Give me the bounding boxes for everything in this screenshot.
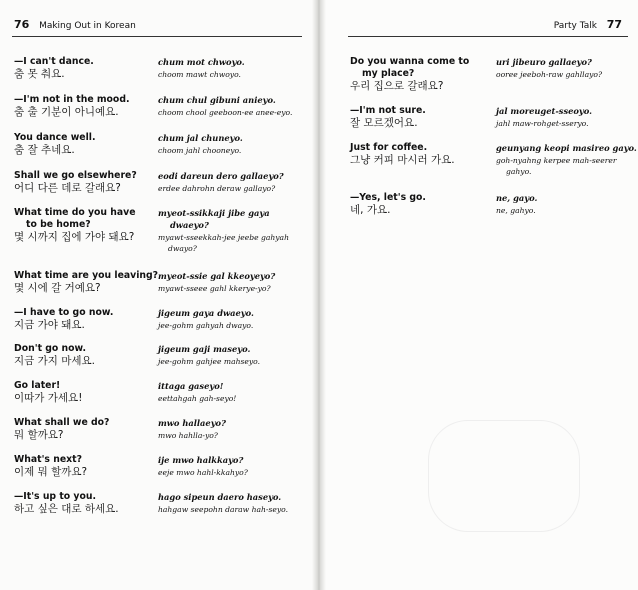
pronunciation-guide: choom chool geeboon-ee anee-eyo. bbox=[158, 108, 293, 117]
phrase-entry bbox=[14, 380, 82, 405]
phrase-entry bbox=[350, 142, 455, 167]
romanized-phrase: jal moreuget-sseoyo. bbox=[496, 106, 593, 116]
korean-phrase: 몇 시까지 집에 가야 돼요? bbox=[14, 231, 135, 243]
pronunciation-guide: myawt-sseee gahl kkerye-yo? bbox=[158, 284, 271, 293]
phrase-entry bbox=[350, 192, 426, 217]
english-phrase: —I'm not in the mood. bbox=[14, 94, 130, 105]
english-phrase: Just for coffee. bbox=[350, 142, 428, 153]
english-phrase: Shall we go elsewhere? bbox=[14, 170, 137, 181]
romanized-phrase: chum chul gibuni anieyo. bbox=[158, 95, 276, 105]
pronunciation-guide: hahgaw seepohn daraw hah-seyo. bbox=[158, 505, 288, 514]
pronunciation-guide: choom mawt chwoyo. bbox=[158, 70, 241, 79]
english-phrase: —I have to go now. bbox=[14, 307, 114, 318]
right-page-header bbox=[554, 18, 622, 31]
korean-phrase: 이따가 가세요! bbox=[14, 392, 83, 404]
phrase-entry bbox=[14, 270, 158, 295]
phrase-entry bbox=[14, 454, 87, 479]
korean-phrase: 춤 출 기분이 아니예요. bbox=[14, 106, 119, 118]
phrase-entry bbox=[14, 56, 94, 81]
pronunciation-line-2: gahyo. bbox=[506, 167, 532, 176]
pronunciation-guide: erdee dahrohn deraw gallayo? bbox=[158, 184, 276, 193]
phrase-entry bbox=[14, 132, 96, 157]
english-phrase bbox=[14, 207, 136, 231]
korean-phrase: 춤 잘 추네요. bbox=[14, 144, 75, 156]
korean-phrase: 뭐 할까요? bbox=[14, 429, 64, 441]
english-phrase: What time are you leaving? bbox=[14, 270, 159, 281]
phrase-entry bbox=[14, 170, 137, 195]
english-phrase: You dance well. bbox=[14, 132, 96, 143]
romanized-phrase: ittaga gaseyo! bbox=[158, 381, 224, 391]
romanized-phrase bbox=[158, 207, 270, 231]
romanized-phrase: eodi dareun dero gallaeyo? bbox=[158, 171, 284, 181]
pronunciation-line-2: dwayo? bbox=[168, 244, 197, 253]
phrase-entry bbox=[14, 307, 113, 332]
left-running-title: Making Out in Korean bbox=[39, 21, 136, 31]
korean-phrase: 지금 가야 돼요. bbox=[14, 319, 85, 331]
pronunciation-line-1: myawt-sseekkah-jee jeebe gahyah bbox=[158, 233, 289, 242]
korean-phrase: 네, 가요. bbox=[350, 204, 391, 216]
korean-phrase: 하고 싶은 대로 하세요. bbox=[14, 503, 119, 515]
book-spine bbox=[312, 0, 326, 590]
pronunciation-guide bbox=[496, 155, 616, 177]
pronunciation-guide: choom jahl chooneyo. bbox=[158, 146, 242, 155]
left-page-header bbox=[14, 18, 136, 31]
korean-phrase: 우리 집으로 갈래요? bbox=[350, 80, 444, 92]
english-line-1: What time do you have bbox=[14, 207, 136, 218]
romanized-phrase: chum mot chwoyo. bbox=[158, 57, 245, 67]
left-page-number: 76 bbox=[14, 18, 30, 31]
pronunciation-guide: jee-gohm gahjee mahseyo. bbox=[158, 357, 261, 366]
phrase-entry bbox=[350, 105, 426, 130]
phrase-entry bbox=[14, 343, 95, 368]
header-rule bbox=[12, 36, 302, 37]
phrase-entry bbox=[14, 94, 130, 119]
english-line-2: to be home? bbox=[26, 219, 91, 230]
romanized-phrase: ije mwo halkkayo? bbox=[158, 455, 244, 465]
pronunciation-guide: jee-gohm gahyah dwayo. bbox=[158, 321, 254, 330]
english-phrase: Go later! bbox=[14, 380, 61, 391]
phrase-entry bbox=[14, 491, 119, 516]
english-phrase: —It's up to you. bbox=[14, 491, 96, 502]
english-line-1: Do you wanna come to bbox=[350, 56, 470, 67]
pronunciation-guide: eettahgah gah-seyo! bbox=[158, 394, 237, 403]
pronunciation-guide: jahl maw-rohget-sseryo. bbox=[496, 119, 589, 128]
korean-phrase: 지금 가지 마세요. bbox=[14, 355, 96, 367]
pronunciation-guide: ne, gahyo. bbox=[496, 206, 536, 215]
header-rule bbox=[348, 36, 628, 37]
pronunciation-guide bbox=[158, 232, 289, 254]
phrase-entry bbox=[14, 417, 109, 442]
romanized-phrase: uri jibeuro gallaeyo? bbox=[496, 57, 592, 67]
english-phrase: What shall we do? bbox=[14, 417, 110, 428]
english-phrase: What's next? bbox=[14, 454, 82, 465]
pronunciation-guide: mwo hahlla-yo? bbox=[158, 431, 218, 440]
english-phrase: Don't go now. bbox=[14, 343, 87, 354]
romanized-phrase: ne, gayo. bbox=[496, 193, 538, 203]
korean-phrase: 어디 다른 데로 갈래요? bbox=[14, 182, 121, 194]
romanized-phrase: jigeum gaya dwaeyo. bbox=[158, 308, 254, 318]
phrase-entry bbox=[14, 207, 136, 244]
english-phrase: —I'm not sure. bbox=[350, 105, 426, 116]
pronunciation-guide: eeje mwo hahl-kkahyo? bbox=[158, 468, 248, 477]
korean-phrase: 몇 시에 갈 거예요? bbox=[14, 282, 101, 294]
phrase-entry bbox=[350, 56, 469, 93]
romanized-phrase: geunyang keopi masireo gayo. bbox=[496, 143, 637, 153]
english-phrase: —I can't dance. bbox=[14, 56, 94, 67]
romanized-line-2: dwaeyo? bbox=[170, 220, 209, 230]
show-through-illustration bbox=[428, 420, 580, 532]
romanized-phrase: chum jal chuneyo. bbox=[158, 133, 243, 143]
english-line-2: my place? bbox=[362, 68, 415, 79]
romanized-line-1: myeot-ssikkaji jibe gaya bbox=[158, 208, 270, 218]
korean-phrase: 잘 모르겠어요. bbox=[350, 117, 418, 129]
romanized-phrase: jigeum gaji maseyo. bbox=[158, 344, 251, 354]
romanized-phrase: myeot-ssie gal kkeoyeyo? bbox=[158, 271, 276, 281]
english-phrase bbox=[350, 56, 469, 80]
right-running-title: Party Talk bbox=[553, 21, 597, 31]
korean-phrase: 그냥 커피 마시러 가요. bbox=[350, 154, 455, 166]
right-page-number: 77 bbox=[606, 18, 622, 31]
pronunciation-line-1: goh-nyahng kerpee mah-seerer bbox=[496, 156, 617, 165]
korean-phrase: 이제 뭐 할까요? bbox=[14, 466, 88, 478]
pronunciation-guide: ooree jeeboh-raw gahllayo? bbox=[496, 70, 603, 79]
english-phrase: —Yes, let's go. bbox=[350, 192, 426, 203]
romanized-phrase: hago sipeun daero haseyo. bbox=[158, 492, 282, 502]
korean-phrase: 춤 못 춰요. bbox=[14, 68, 65, 80]
romanized-phrase: mwo hallaeyo? bbox=[158, 418, 226, 428]
